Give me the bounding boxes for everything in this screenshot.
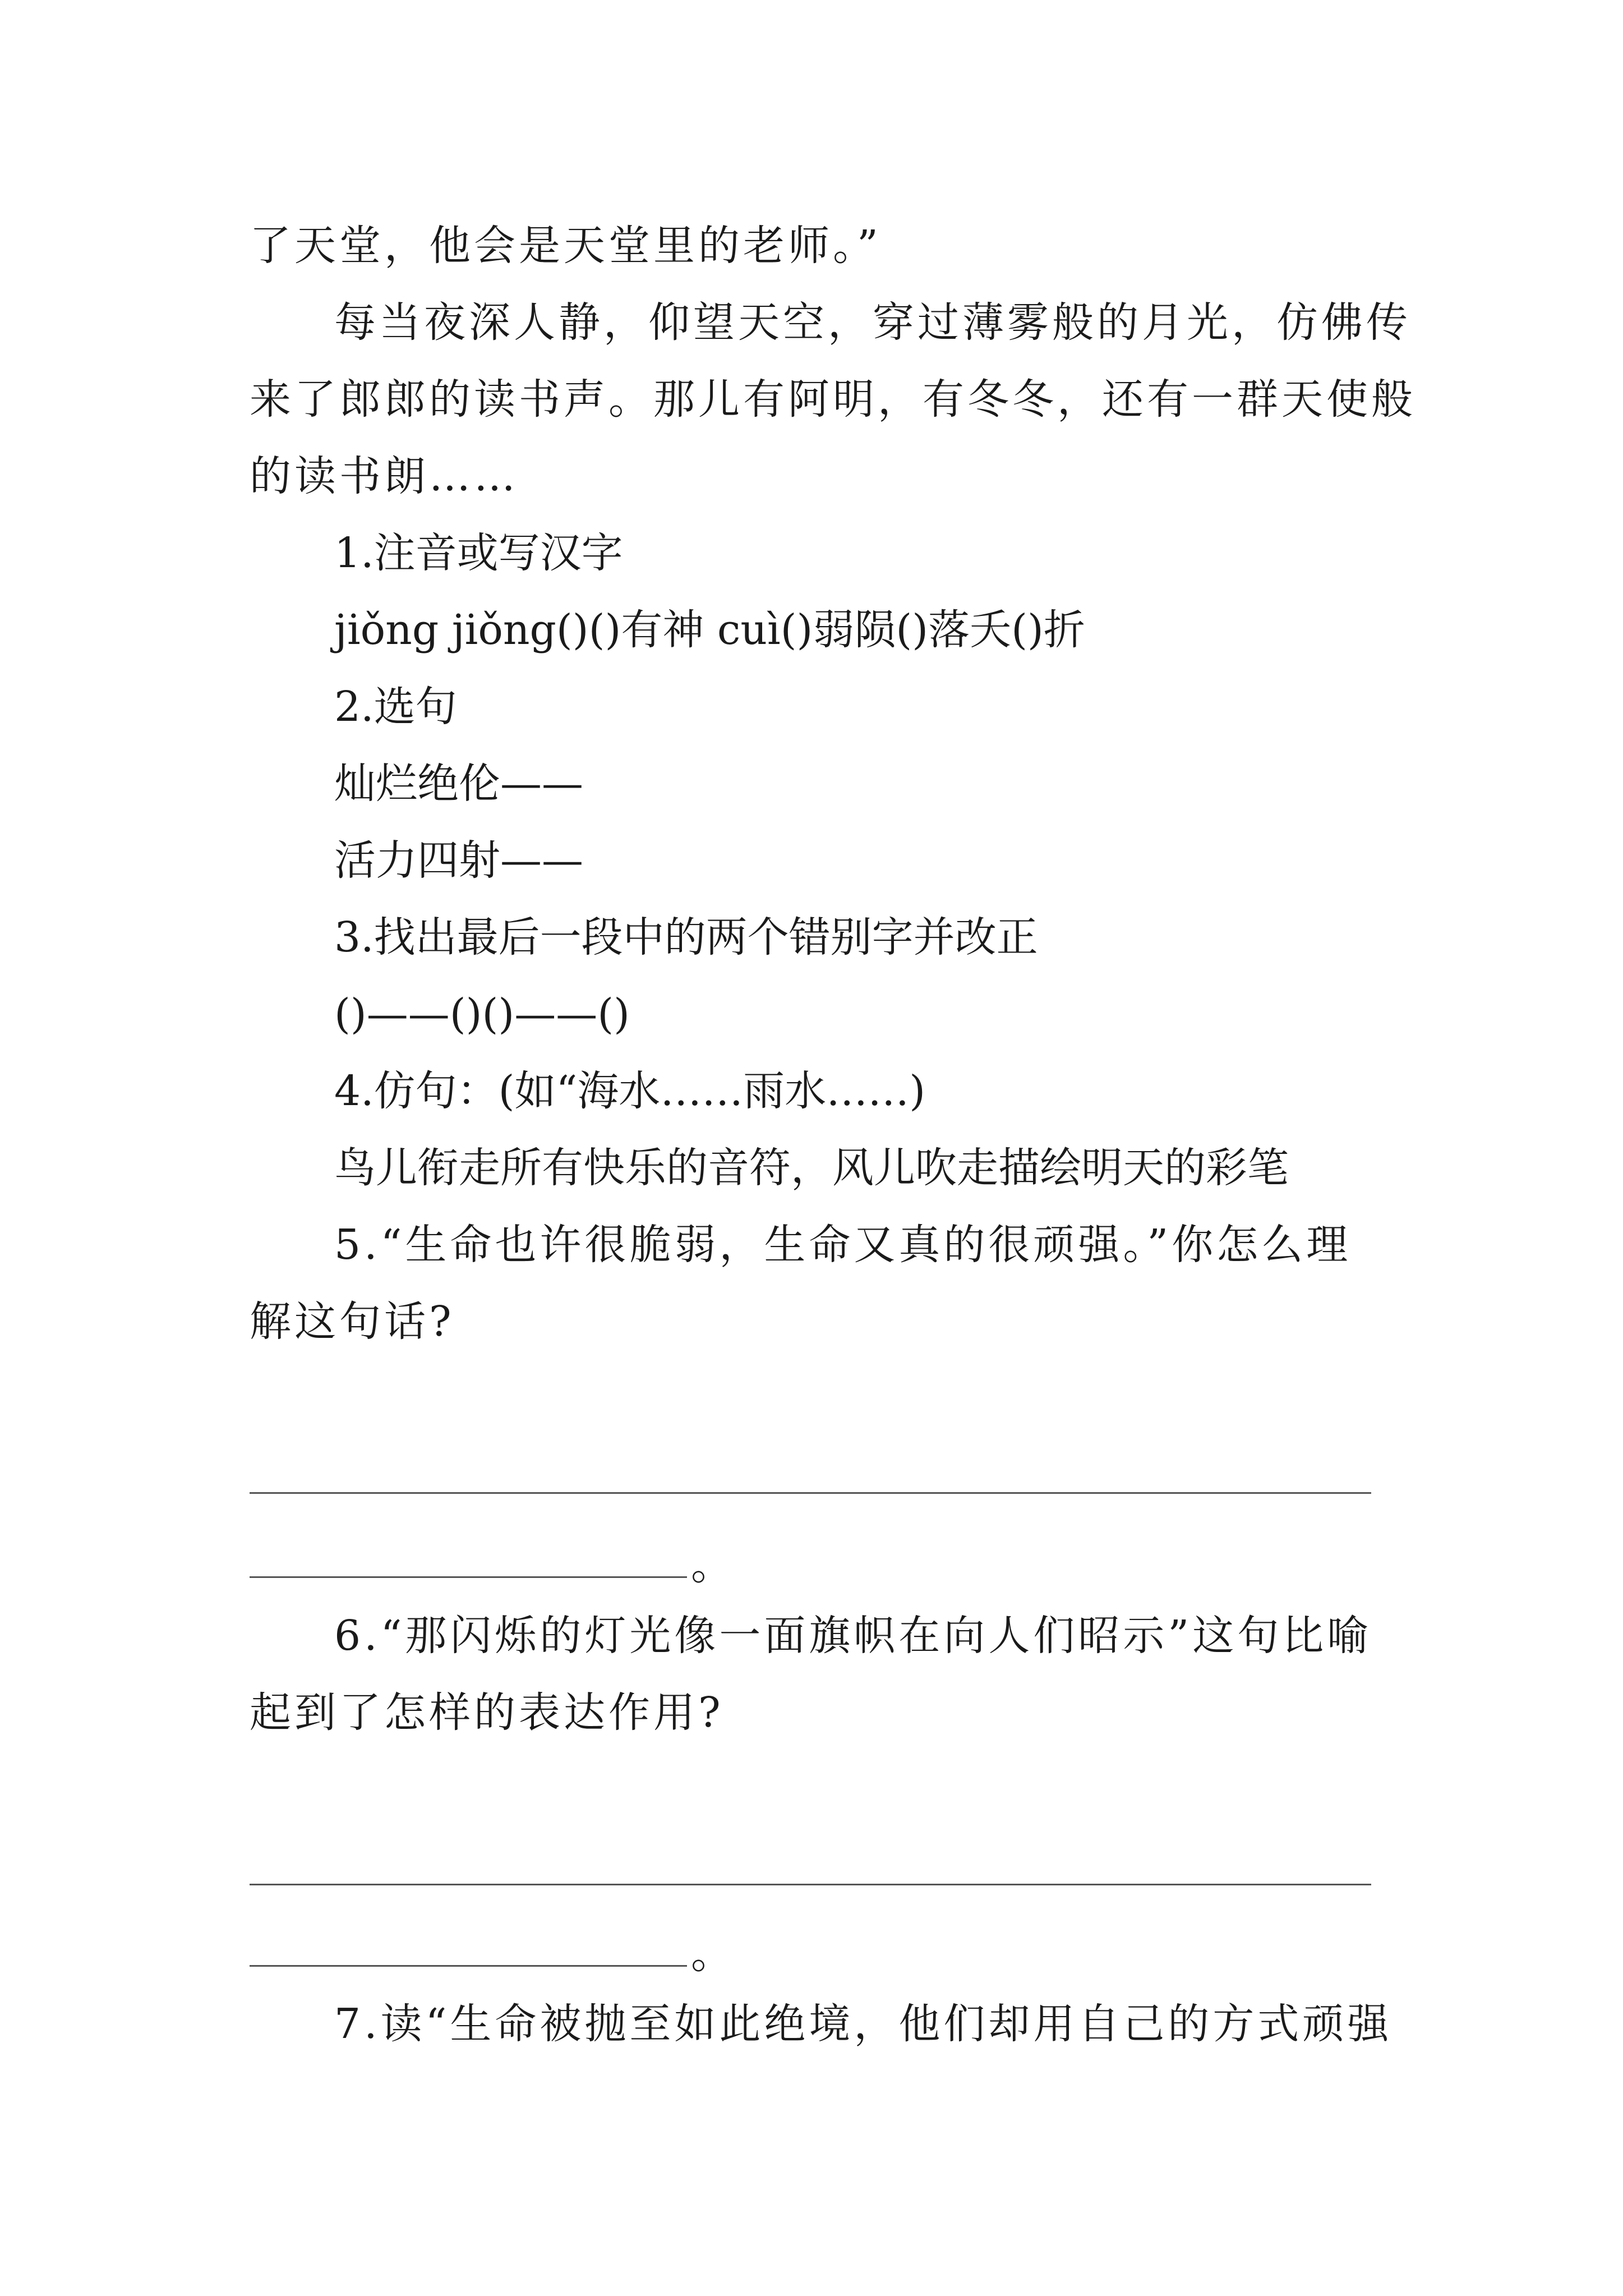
question-2-option-b: 活力四射——: [334, 836, 583, 885]
question-2-option-a: 灿烂绝伦——: [334, 760, 583, 808]
passage-line-1: 了天堂，他会是天堂里的老师。”: [250, 222, 882, 270]
question-7-line-1: 7.读“生命被抛至如此绝境，他们却用自己的方式顽强: [334, 2000, 1393, 2048]
answer-line-6-short[interactable]: [250, 1965, 687, 1967]
question-2-title: 2.选句: [334, 683, 457, 731]
passage-line-4: 的读书朗……: [250, 452, 519, 500]
question-3-body: ()——()()——(): [334, 990, 630, 1038]
question-5-line-2: 解这句话?: [250, 1297, 455, 1346]
answer-line-6-full[interactable]: [250, 1884, 1371, 1885]
question-1-body: jiǒng jiǒng()()有神 cuì()弱陨()落夭()折: [334, 606, 1085, 654]
question-1-title: 1.注音或写汉字: [334, 529, 623, 577]
passage-line-3: 来了郎郎的读书声。那儿有阿明，有冬冬，还有一群天使般: [250, 375, 1416, 424]
answer-6-period: 。: [691, 1930, 732, 1978]
question-5-line-1: 5.“生命也许很脆弱，生命又真的很顽强。”你怎么理: [334, 1221, 1352, 1269]
answer-line-5-short[interactable]: [250, 1576, 687, 1578]
answer-line-5-full[interactable]: [250, 1492, 1371, 1494]
question-4-title: 4.仿句：(如“海水……雨水……): [334, 1067, 926, 1115]
question-6-line-2: 起到了怎样的表达作用?: [250, 1688, 724, 1737]
passage-line-2: 每当夜深人静，仰望天空，穿过薄雾般的月光，仿佛传: [334, 298, 1411, 347]
question-3-title: 3.找出最后一段中的两个错别字并改正: [334, 913, 1038, 961]
question-4-body: 鸟儿衔走所有快乐的音符，风儿吹走描绘明天的彩笔: [334, 1144, 1289, 1192]
answer-5-period: 。: [691, 1541, 732, 1589]
question-6-line-1: 6.“那闪烁的灯光像一面旗帜在向人们昭示”这句比喻: [334, 1612, 1372, 1660]
